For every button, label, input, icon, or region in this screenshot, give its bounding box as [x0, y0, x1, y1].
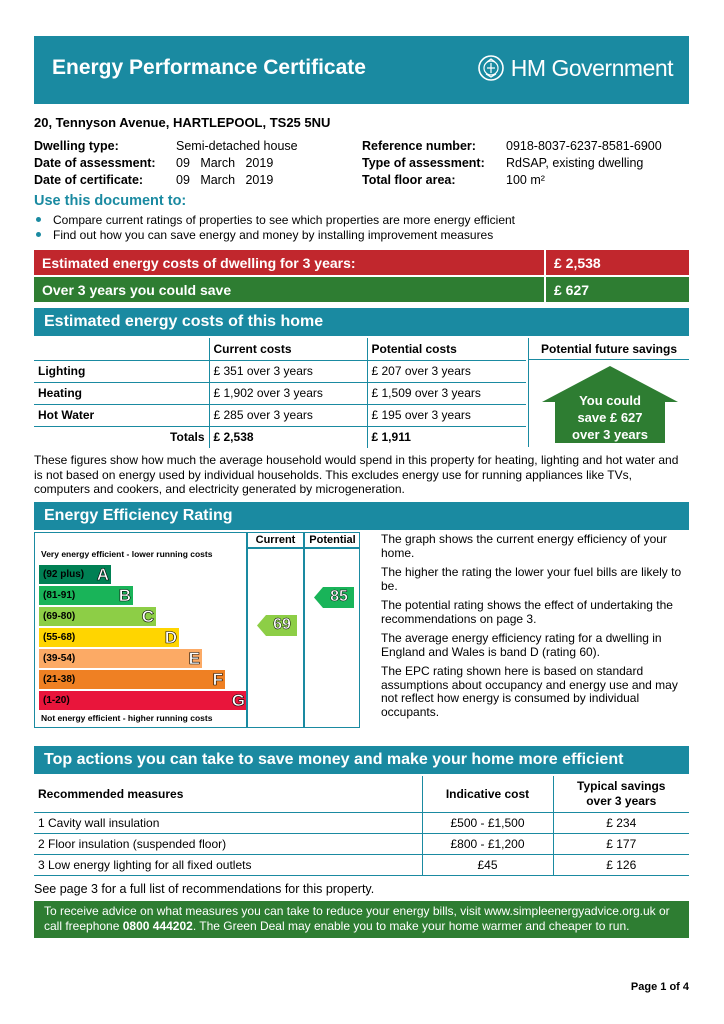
table-row — [34, 404, 526, 426]
rating-band-e — [39, 649, 202, 668]
potential-rating-value: 85 — [330, 588, 348, 605]
house-line-1: You could — [579, 393, 641, 408]
advice-line-2 — [44, 919, 679, 934]
list-item-text: Compare current ratings of properties to see which properties are more energy efficient — [53, 212, 516, 227]
see-page-note: See page 3 for a full list of recommendations for this property. — [34, 882, 375, 896]
band-letter: B — [118, 585, 131, 605]
estimated-cost-value: £ 2,538 — [544, 250, 689, 275]
graph-divider — [303, 533, 305, 727]
table-row — [34, 360, 526, 382]
house-savings-text — [555, 392, 665, 443]
list-item-text: Find out how you can save energy and money by installing improvement measures — [53, 227, 494, 242]
assessment-type-label: Type of assessment: — [362, 156, 485, 170]
table-row — [34, 854, 689, 875]
floor-area-label: Total floor area: — [362, 173, 456, 187]
band-letter: F — [212, 669, 223, 689]
estimated-cost-label: Estimated energy costs of dwelling for 3 years: — [42, 254, 356, 271]
table-row — [34, 812, 689, 833]
measure-saving: £ 177 — [553, 833, 689, 854]
band-range: (39-54) — [43, 653, 76, 664]
could-save-bar — [34, 277, 689, 302]
row-name: Hot Water — [34, 404, 209, 426]
list-item — [34, 212, 515, 227]
table-row — [34, 833, 689, 854]
costs-table — [34, 338, 526, 448]
actions-section-heading: Top actions you can take to save money and make your home more efficient — [34, 746, 689, 774]
use-document-heading: Use this document to: — [34, 193, 187, 209]
rating-band-b — [39, 586, 133, 605]
floor-area-value: 100 m² — [506, 173, 545, 187]
col-future-savings: Potential future savings — [528, 338, 689, 360]
totals-current: £ 2,538 — [209, 426, 367, 448]
col-typical-savings — [553, 776, 689, 812]
measure-name: 2 Floor insulation (suspended floor) — [34, 833, 422, 854]
actions-table — [34, 776, 689, 876]
page-title: Energy Performance Certificate — [52, 56, 366, 79]
future-savings-panel — [528, 360, 689, 447]
rating-section-heading: Energy Efficiency Rating — [34, 502, 689, 530]
row-current: £ 351 over 3 years — [209, 360, 367, 382]
house-line-2: save £ 627 — [577, 410, 643, 425]
property-address: 20, Tennyson Avenue, HARTLEPOOL, TS25 5NU — [34, 115, 331, 130]
col-indicative-cost: Indicative cost — [422, 776, 553, 812]
rating-notes — [381, 533, 689, 725]
royal-crest-icon — [477, 54, 505, 82]
estimated-cost-bar — [34, 250, 689, 275]
row-potential: £ 207 over 3 years — [367, 360, 526, 382]
col-current-rating: Current — [255, 534, 296, 546]
row-current: £ 285 over 3 years — [209, 404, 367, 426]
assessment-date-label: Date of assessment: — [34, 156, 156, 170]
use-document-list — [34, 212, 515, 242]
advice-box — [34, 901, 689, 938]
row-name: Heating — [34, 382, 209, 404]
bullet-icon — [36, 232, 41, 237]
hm-government-logo — [477, 52, 673, 84]
could-save-label: Over 3 years you could save — [42, 281, 232, 298]
totals-potential: £ 1,911 — [367, 426, 526, 448]
col-typical-savings-line1: Typical savings — [577, 778, 666, 793]
rating-note: The graph shows the current energy efficiency of your home. — [381, 532, 667, 560]
header-blank — [34, 338, 209, 360]
band-range: (21-38) — [43, 674, 76, 685]
assessment-type-value: RdSAP, existing dwelling — [506, 156, 644, 170]
rating-note: The higher the rating the lower your fuel bills are likely to be. — [381, 565, 682, 593]
graph-bottom-text: Not energy efficient - higher running costs — [41, 713, 213, 723]
band-letter: G — [231, 690, 245, 710]
band-letter: E — [188, 648, 200, 668]
band-range: (92 plus) — [43, 569, 85, 580]
assessment-date-value: 09 March 2019 — [176, 156, 274, 170]
dwelling-type-label: Dwelling type: — [34, 139, 119, 153]
costs-section-heading: Estimated energy costs of this home — [34, 308, 689, 336]
advice-text: call freephone — [44, 919, 123, 933]
band-range: (81-91) — [43, 590, 76, 601]
col-potential-rating: Potential — [309, 534, 356, 546]
bullet-icon — [36, 217, 41, 222]
band-letter: D — [164, 627, 177, 647]
measure-cost: £45 — [422, 854, 553, 875]
rating-note: The average energy efficiency rating for a dwelling in England and Wales is band D (rating 60). — [381, 631, 662, 659]
table-header-row — [34, 776, 689, 812]
graph-divider — [246, 533, 248, 727]
row-current: £ 1,902 over 3 years — [209, 382, 367, 404]
col-current-costs: Current costs — [209, 338, 367, 360]
certificate-date-value: 09 March 2019 — [176, 173, 274, 187]
freephone-number: 0800 444202 — [122, 919, 193, 933]
hm-government-text: HM Government — [510, 54, 673, 81]
rating-band-g — [39, 691, 247, 710]
totals-label: Totals — [170, 430, 205, 445]
band-range: (55-68) — [43, 632, 76, 643]
graph-header-rule — [246, 547, 360, 549]
col-potential-costs: Potential costs — [367, 338, 526, 360]
row-name: Lighting — [34, 360, 209, 382]
rating-band-c — [39, 607, 156, 626]
rating-note: The EPC rating shown here is based on standard assumptions about occupancy and energy use and may not reflect how energy is consumed by individual occupants. — [381, 664, 678, 719]
table-row — [34, 382, 526, 404]
details-right — [362, 139, 662, 190]
measure-name: 1 Cavity wall insulation — [34, 812, 422, 833]
measure-cost: £500 - £1,500 — [422, 812, 553, 833]
reference-number-label: Reference number: — [362, 139, 476, 153]
measure-saving: £ 126 — [553, 854, 689, 875]
band-letter: A — [96, 564, 109, 584]
list-item — [34, 227, 515, 242]
totals-row — [34, 426, 526, 448]
col-recommended-measures: Recommended measures — [34, 776, 422, 812]
house-line-3: over 3 years — [572, 427, 648, 442]
rating-note: The potential rating shows the effect of undertaking the recommendations on page 3. — [381, 598, 673, 626]
reference-number-value: 0918-8037-6237-8581-6900 — [506, 139, 662, 153]
band-range: (1-20) — [43, 695, 70, 706]
rating-graph — [34, 532, 360, 728]
band-letter: C — [141, 606, 154, 626]
graph-top-text: Very energy efficient - lower running costs — [41, 549, 213, 559]
certificate-date-label: Date of certificate: — [34, 173, 144, 187]
dwelling-type-value: Semi-detached house — [176, 139, 298, 153]
row-potential: £ 1,509 over 3 years — [367, 382, 526, 404]
row-potential: £ 195 over 3 years — [367, 404, 526, 426]
current-rating-value: 69 — [273, 616, 291, 633]
page-number: Page 1 of 4 — [630, 981, 689, 993]
could-save-value: £ 627 — [544, 277, 689, 302]
details-left — [34, 139, 298, 190]
rating-band-f — [39, 670, 225, 689]
band-range: (69-80) — [43, 611, 76, 622]
rating-band-d — [39, 628, 179, 647]
rating-band-a — [39, 565, 111, 584]
measure-cost: £800 - £1,200 — [422, 833, 553, 854]
measure-name: 3 Low energy lighting for all fixed outlets — [34, 854, 422, 875]
table-header-row — [34, 338, 526, 360]
header-banner — [34, 36, 689, 104]
measure-saving: £ 234 — [553, 812, 689, 833]
advice-line-1: To receive advice on what measures you can take to reduce your energy bills, visit www.simpleenergyadvice.org.uk or — [44, 904, 670, 918]
advice-text: . The Green Deal may enable you to make your home warmer and cheaper to run. — [192, 919, 630, 933]
costs-explanation: These figures show how much the average household would spend in this property for heating, lighting and hot water and is not based on energy used by individual households. This excludes energy use for running appliances like TVs, computers and cookers, and electricity generated by microgeneration. — [34, 453, 679, 496]
col-typical-savings-line2: over 3 years — [586, 793, 657, 808]
